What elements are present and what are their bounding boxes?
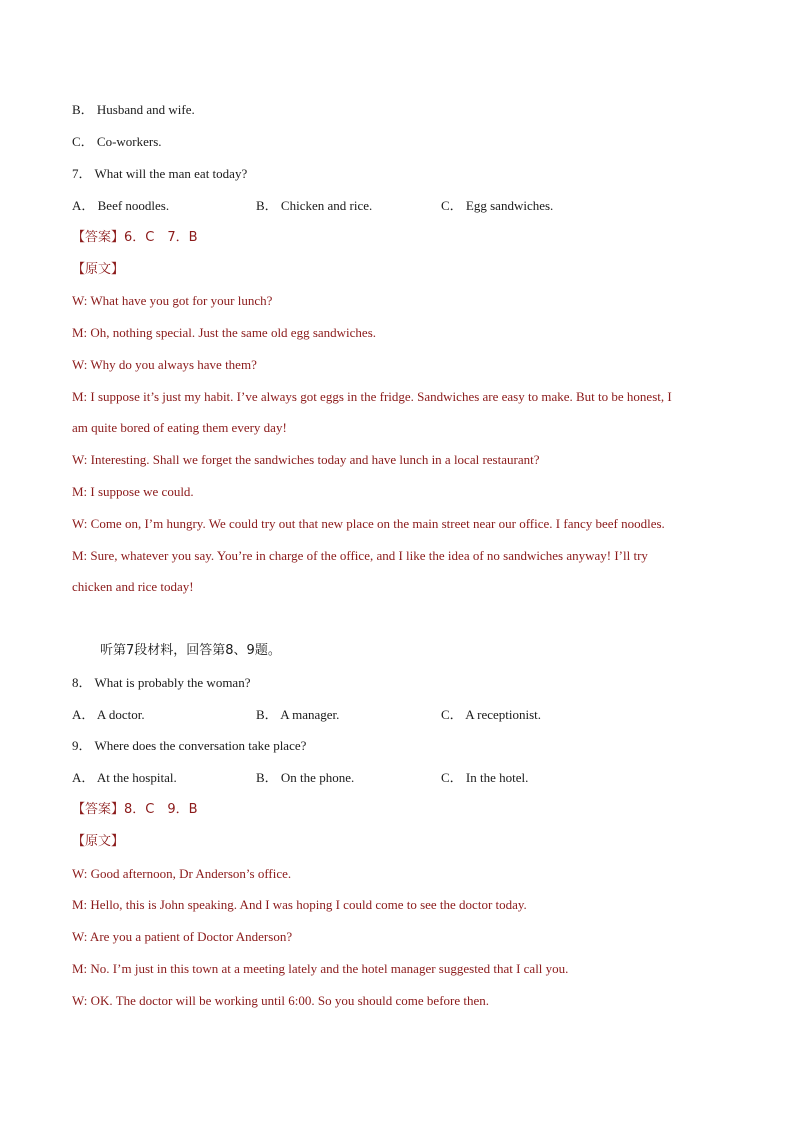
q8-question: 8． What is probably the woman? [72,675,251,690]
transcript-line: W: Interesting. Shall we forget the sandwiches today and have lunch in a local restaurant? [72,452,540,467]
q6-option-b: B． Husband and wife. [72,102,195,117]
transcript-line: am quite bored of eating them every day! [72,420,287,435]
q8-option-b: B． A manager. [256,707,340,722]
q8-option-a: A． A doctor. [72,707,145,722]
transcript-line: M: Hello, this is John speaking. And I was hoping I could come to see the doctor today. [72,897,527,912]
transcript-line: M: I suppose we could. [72,484,194,499]
transcript-line: chicken and rice today! [72,579,194,594]
transcript-line: M: I suppose it’s just my habit. I’ve always got eggs in the fridge. Sandwiches are easy to make. But to be honest, I [72,389,672,404]
transcript-line: W: What have you got for your lunch? [72,293,273,308]
transcript-line: W: OK. The doctor will be working until 6:00. So you should come before then. [72,993,490,1008]
q9-option-a: A． At the hospital. [72,770,177,785]
q7-option-b: B． Chicken and rice. [256,198,373,213]
q9-question: 9． Where does the conversation take place? [72,738,307,753]
q9-option-c: C． In the hotel. [441,770,529,785]
transcript-line: W: Good afternoon, Dr Anderson’s office. [72,866,292,881]
transcript-label-1: 【原文】 [72,262,125,277]
section-instruction: 听第7段材料，回答第8、9题。 [100,643,281,658]
answer-key-1: 【答案】6．C 7．B [72,230,198,245]
answer-key-2: 【答案】8．C 9．B [72,802,198,817]
transcript-line: M: Oh, nothing special. Just the same old egg sandwiches. [72,325,377,340]
q6-option-c: C． Co-workers. [72,134,162,149]
transcript-line: W: Are you a patient of Doctor Anderson? [72,929,293,944]
transcript-line: M: Sure, whatever you say. You’re in charge of the office, and I like the idea of no sandwiches anyway! I’ll try [72,548,648,563]
transcript-line: W: Come on, I’m hungry. We could try out that new place on the main street near our office. I fancy beef noodles. [72,516,665,531]
q8-option-c: C． A receptionist. [441,707,542,722]
q7-question: 7． What will the man eat today? [72,166,248,181]
q7-option-c: C． Egg sandwiches. [441,198,554,213]
q9-option-b: B． On the phone. [256,770,355,785]
transcript-line: M: No. I’m just in this town at a meeting lately and the hotel manager suggested that I call you. [72,961,569,976]
transcript-label-2: 【原文】 [72,834,125,849]
q7-option-a: A． Beef noodles. [72,198,170,213]
transcript-line: W: Why do you always have them? [72,357,257,372]
